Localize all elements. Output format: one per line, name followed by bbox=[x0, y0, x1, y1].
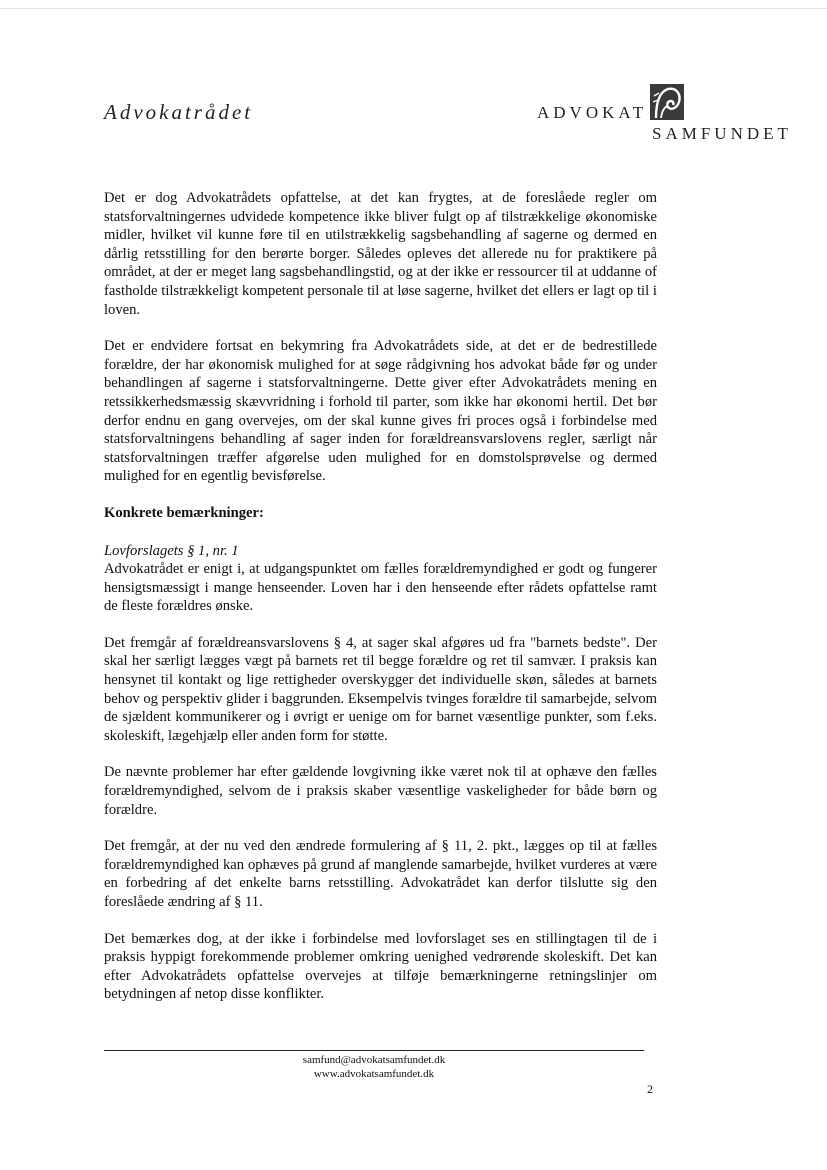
paragraph-7: Det bemærkes dog, at der ikke i forbindelse med lovforslaget ses en stillingtagen til de i praksis hyppigt forekommende problemer omkring uenighed vedrørende skoleskift. Det kan efter Advokatrådets opfattelse overvejes at tilføje bemærkningerne retningslinjer om betydningen af netop disse konflikter. bbox=[104, 930, 657, 1003]
footer-website-link[interactable]: www.advokatsamfundet.dk bbox=[313, 1068, 435, 1080]
section-subheading: Lovforslagets § 1, nr. 1 bbox=[104, 542, 239, 559]
paragraph-5: De nævnte problemer har efter gældende lovgivning ikke været nok til at ophæve den fælles forældremyndighed, selvom de i praksis skaber væsentlige vaskeligheder for både børn og forældre. bbox=[104, 764, 657, 818]
section-heading: Konkrete bemærkninger: bbox=[104, 504, 264, 521]
advokatsamfundet-logo bbox=[537, 84, 797, 144]
page-number: 2 bbox=[647, 1082, 653, 1096]
logo-word-samfundet: SAMFUNDET bbox=[652, 124, 792, 143]
logo-word-advokat: ADVOKAT bbox=[537, 103, 648, 122]
paragraph-1: Det er dog Advokatrådets opfattelse, at det kan frygtes, at de foreslåede regler om statsforvaltningernes udvidede kompetence ikke bliver fulgt op af tilstrækkelige økonomiske midler, hvilket vil kunne føre til en utilstrækkelig sagsbehandling af sagerne og dermed en dårlig retsstilling for den berørte borger. Således opleves det allerede nu for praktikere på området, at der er meget lang sagsbehandlingstid, og at der ikke er ressourcer til at uddanne of fastholde tilstrækkeligt kompetent personale til at løse sagerne, hvilket det ellers er lagt op til i loven. bbox=[104, 190, 657, 318]
paragraph-4: Det fremgår af forældreansvarslovens § 4, at sager skal afgøres ud fra "barnets bedste". Der skal her særligt lægges vægt på barnets ret til begge forældre og ret til samvær. I praksis kan hensynet til kontakt og lige rettigheder overskygger det individuelle skøn, således at barnets behov og perspektiv glider i baggrunden. Eksempelvis tvinges forældre til samarbejde, selvom de sjældent kommunikerer og i øvrigt er uenige om for barnet væsentlige punkter, som f.eks. skoleskift, lægehjælp eller anden form for støtte. bbox=[104, 634, 657, 744]
advokatraadet-title: Advokatrådet bbox=[104, 100, 254, 124]
paragraph-6: Det fremgår, at der nu ved den ændrede formulering af § 11, 2. pkt., lægges op til at fælles forældremyndighed kan ophæves på grund af manglende samarbejde, hvilket vurderes at være en forbedring af det enkelte barns retsstilling. Advokatrådet kan derfor tilslutte sig den foreslåede ændring af § 11. bbox=[104, 838, 657, 910]
footer bbox=[104, 1053, 644, 1081]
paragraph-3: Advokatrådet er enigt i, at udgangspunktet om fælles forældremyndighed er godt og fungerer hensigtsmæssigt i mange henseender. Loven har i den henseende efter rådets opfattelse ramt de fleste forældres ønske. bbox=[104, 561, 657, 615]
footer-email-link[interactable]: samfund@advokatsamfundet.dk bbox=[302, 1054, 446, 1066]
footer-divider bbox=[104, 1050, 644, 1051]
paragraph-2: Det er endvidere fortsat en bekymring fra Advokatrådets side, at det er de bedrestillede forældre, der har økonomisk mulighed for at søge rådgivning hos advokat både før og under behandlingen af sagerne i statsforvaltningerne. Dette giver efter Advokatrådets mening en retssikkerhedsmæssig skævvridning i forhold til parter, som ikke har økonomi hertil. Det bør derfor endnu en gang overvejes, om der skal kunne gives fri proces også i forbindelse med statsforvaltningens behandling af sager inden for forældreansvarslovens regler, særligt når statsforvaltningen træffer afgørelse uden mulighed for en domstolsprøvelse og dermed mulighed for en egentlig bevisførelse. bbox=[104, 338, 657, 485]
letter-body bbox=[104, 189, 657, 1004]
advokatsamfundet-emblem-icon bbox=[650, 84, 684, 120]
page-top-edge bbox=[0, 8, 827, 9]
